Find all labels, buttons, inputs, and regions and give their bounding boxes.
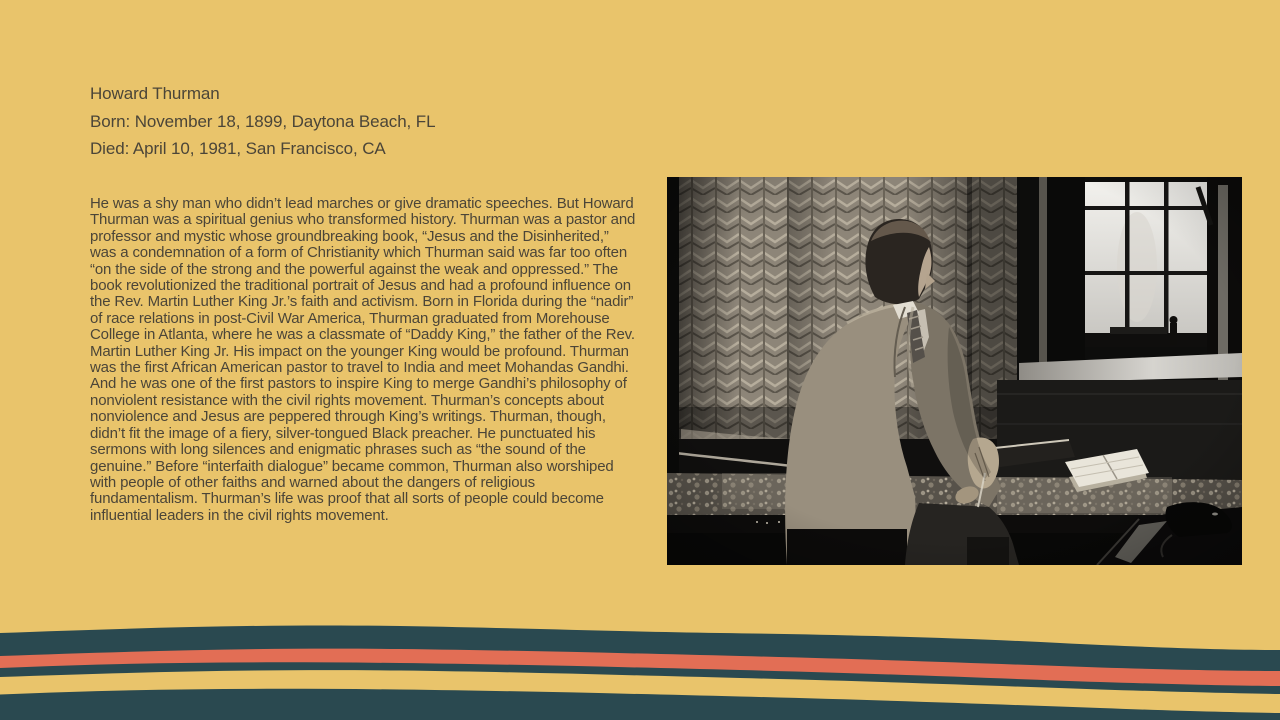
portrait-photo: [667, 177, 1242, 565]
biography-paragraph: He was a shy man who didn’t lead marches or give dramatic speeches. But Howard Thurman was a spiritual genius who transformed history. Thurman was a pastor and professor and mystic whose groundbreaking book, “Jesus and the Disinherited,” was a condemnation of a form of Christianity which Thurman said was far too often “on the side of the strong and the powerful against the weak and oppressed.” The book revolutionized the traditional portrait of Jesus and had a profound influence on the Rev. Martin Luther King Jr.’s faith and activism. Born in Florida during the “nadir” of race relations in post-Civil War America, Thurman graduated from Morehouse College in Atlanta, where he was a classmate of “Daddy King,” the father of the Rev. Martin Luther King Jr. His impact on the younger King would be profound. Thurman was the first African American pastor to travel to India and meet Mohandas Gandhi. And he was one of the first pastors to inspire King to merge Gandhi’s philosophy of nonviolent resistance with the civil rights movement. Thurman’s concepts about nonviolence and Jesus are peppered through King’s writings. Thurman, though, didn’t fit the image of a fiery, silver-tongued Black preacher. He punctuated his sermons with long silences and enigmatic phrases such as “the sound of the genuine.” Before “interfaith dialogue” became common, Thurman also worshiped with people of other faiths and warned about the dangers of religious fundamentalism. Thurman’s life was proof that all sorts of people could become influential leaders in the civil rights movement.: [90, 195, 636, 524]
page-title: Howard Thurman: [90, 84, 220, 103]
died-line: Died: April 10, 1981, San Francisco, CA: [90, 139, 386, 159]
born-line: Born: November 18, 1899, Daytona Beach, FL: [90, 111, 436, 131]
header-block: [90, 80, 650, 163]
decorative-wave-footer: [0, 620, 1280, 720]
